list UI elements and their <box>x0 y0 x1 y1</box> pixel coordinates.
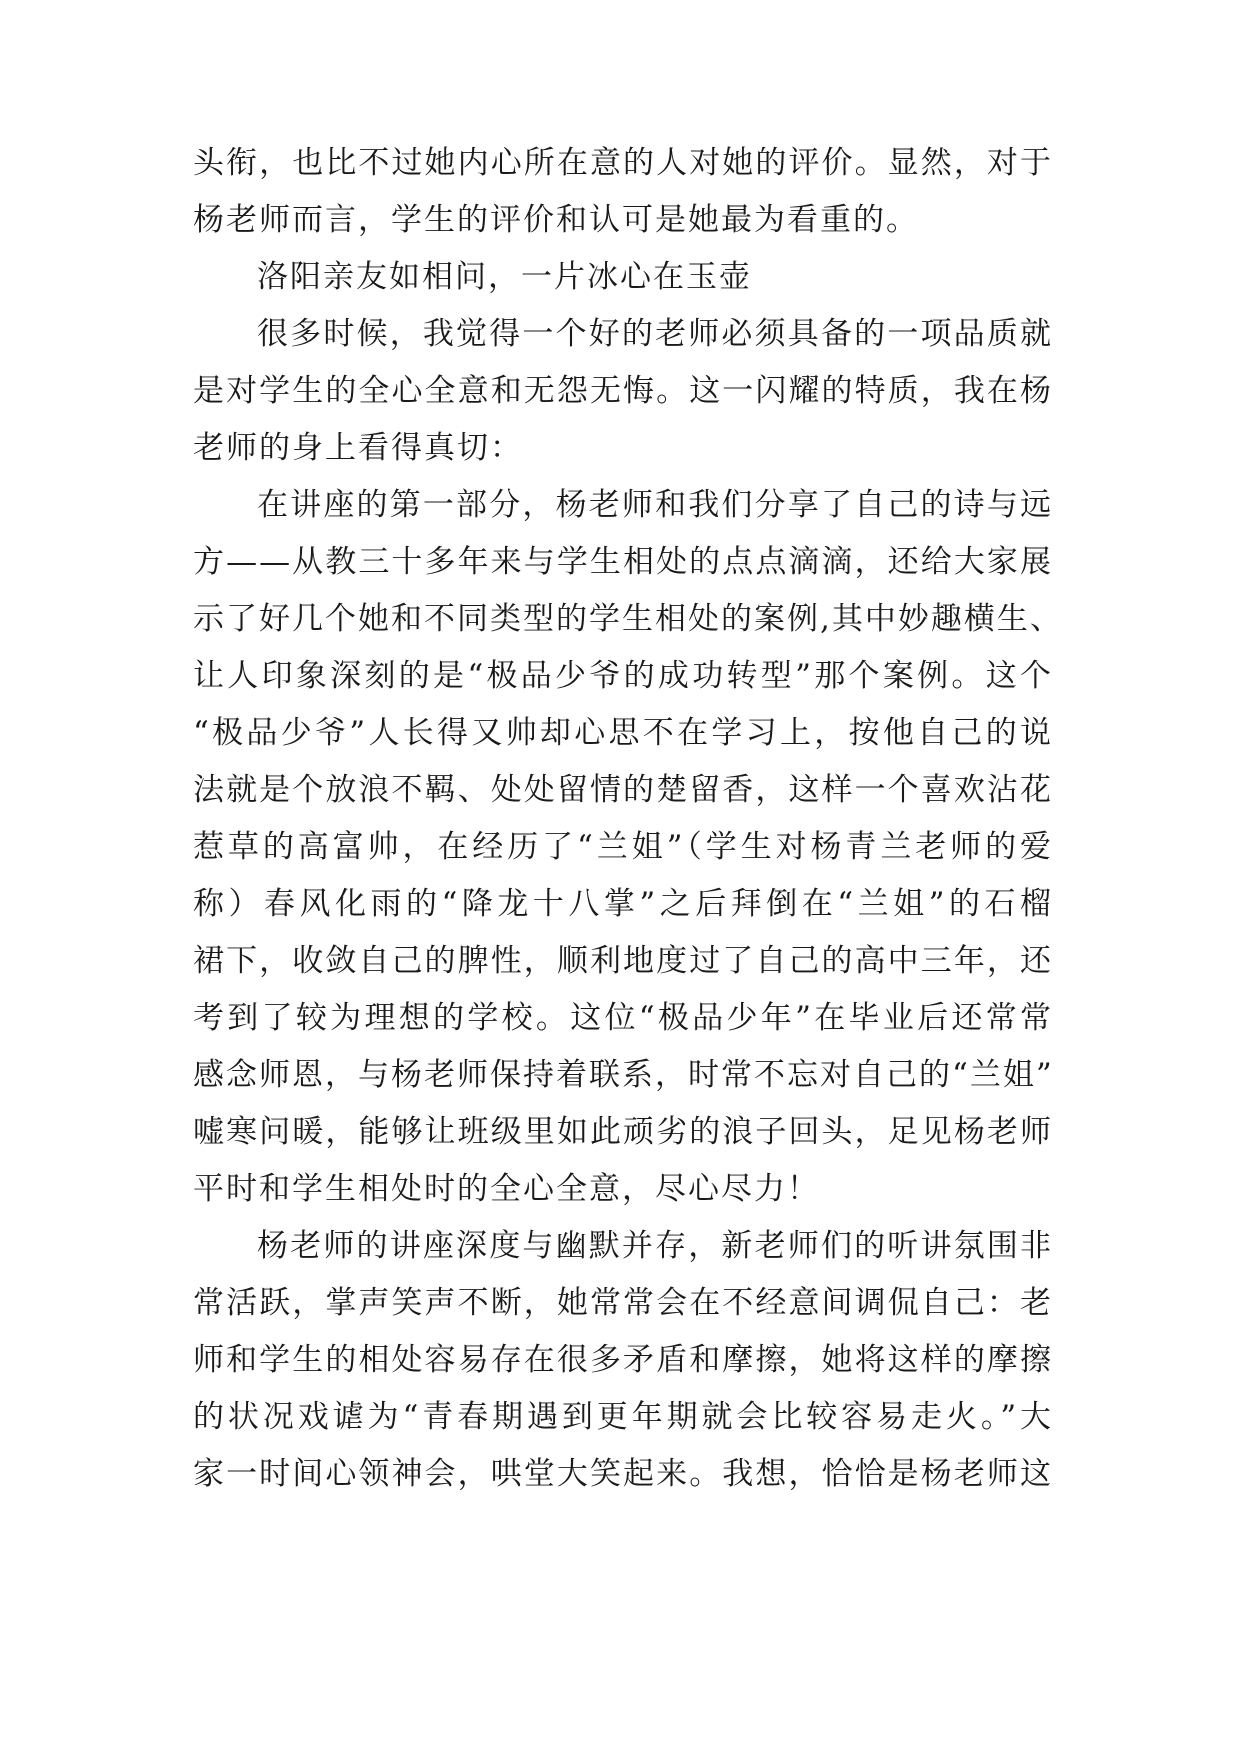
text-line: 很多时候，我觉得一个好的老师必须具备的一项品质就 <box>257 316 1053 352</box>
text-line: 杨老师的讲座深度与幽默并存，新老师们的听讲氛围非 <box>257 1228 1053 1264</box>
text-line: 考到了较为理想的学校。这位“极品少年”在毕业后还常常 <box>193 1000 1053 1036</box>
text-line: 法就是个放浪不羁、处处留情的楚留香，这样一个喜欢沾花 <box>193 772 1053 808</box>
text-line: 的状况戏谑为“青春期遇到更年期就会比较容易走火。”大 <box>193 1399 1053 1435</box>
text-line: 在讲座的第一部分，杨老师和我们分享了自己的诗与远 <box>257 487 1053 523</box>
text-line: 称）春风化雨的“降龙十八掌”之后拜倒在“兰姐”的石榴 <box>193 886 1053 922</box>
text-line: 头衔，也比不过她内心所在意的人对她的评价。显然，对于 <box>193 145 1053 181</box>
text-line: 示了好几个她和不同类型的学生相处的案例,其中妙趣横生、 <box>193 601 1063 637</box>
text-line: 惹草的高富帅，在经历了“兰姐”（学生对杨青兰老师的爱 <box>193 829 1053 865</box>
text-line: 方——从教三十多年来与学生相处的点点滴滴，还给大家展 <box>193 544 1053 580</box>
text-line: 嘘寒问暖，能够让班级里如此顽劣的浪子回头，足见杨老师 <box>193 1114 1053 1150</box>
text-line: 是对学生的全心全意和无怨无悔。这一闪耀的特质，我在杨 <box>193 373 1053 409</box>
text-line: 杨老师而言，学生的评价和认可是她最为看重的。 <box>193 202 919 238</box>
text-line: 感念师恩，与杨老师保持着联系，时常不忘对自己的“兰姐” <box>193 1057 1054 1093</box>
section-heading: 洛阳亲友如相问，一片冰心在玉壶 <box>257 259 752 295</box>
text-line: 平时和学生相处时的全心全意，尽心尽力！ <box>193 1171 820 1207</box>
text-line: 师和学生的相处容易存在很多矛盾和摩擦，她将这样的摩擦 <box>193 1342 1053 1378</box>
text-line: 老师的身上看得真切： <box>193 430 523 466</box>
text-line: 裙下，收敛自己的脾性，顺利地度过了自己的高中三年，还 <box>193 943 1053 979</box>
text-line: 家一时间心领神会，哄堂大笑起来。我想，恰恰是杨老师这 <box>193 1456 1053 1492</box>
text-line: “极品少爷”人长得又帅却心思不在学习上，按他自己的说 <box>193 715 1053 751</box>
text-line: 让人印象深刻的是“极品少爷的成功转型”那个案例。这个 <box>193 658 1053 694</box>
text-line: 常活跃，掌声笑声不断，她常常会在不经意间调侃自己：老 <box>193 1285 1053 1321</box>
